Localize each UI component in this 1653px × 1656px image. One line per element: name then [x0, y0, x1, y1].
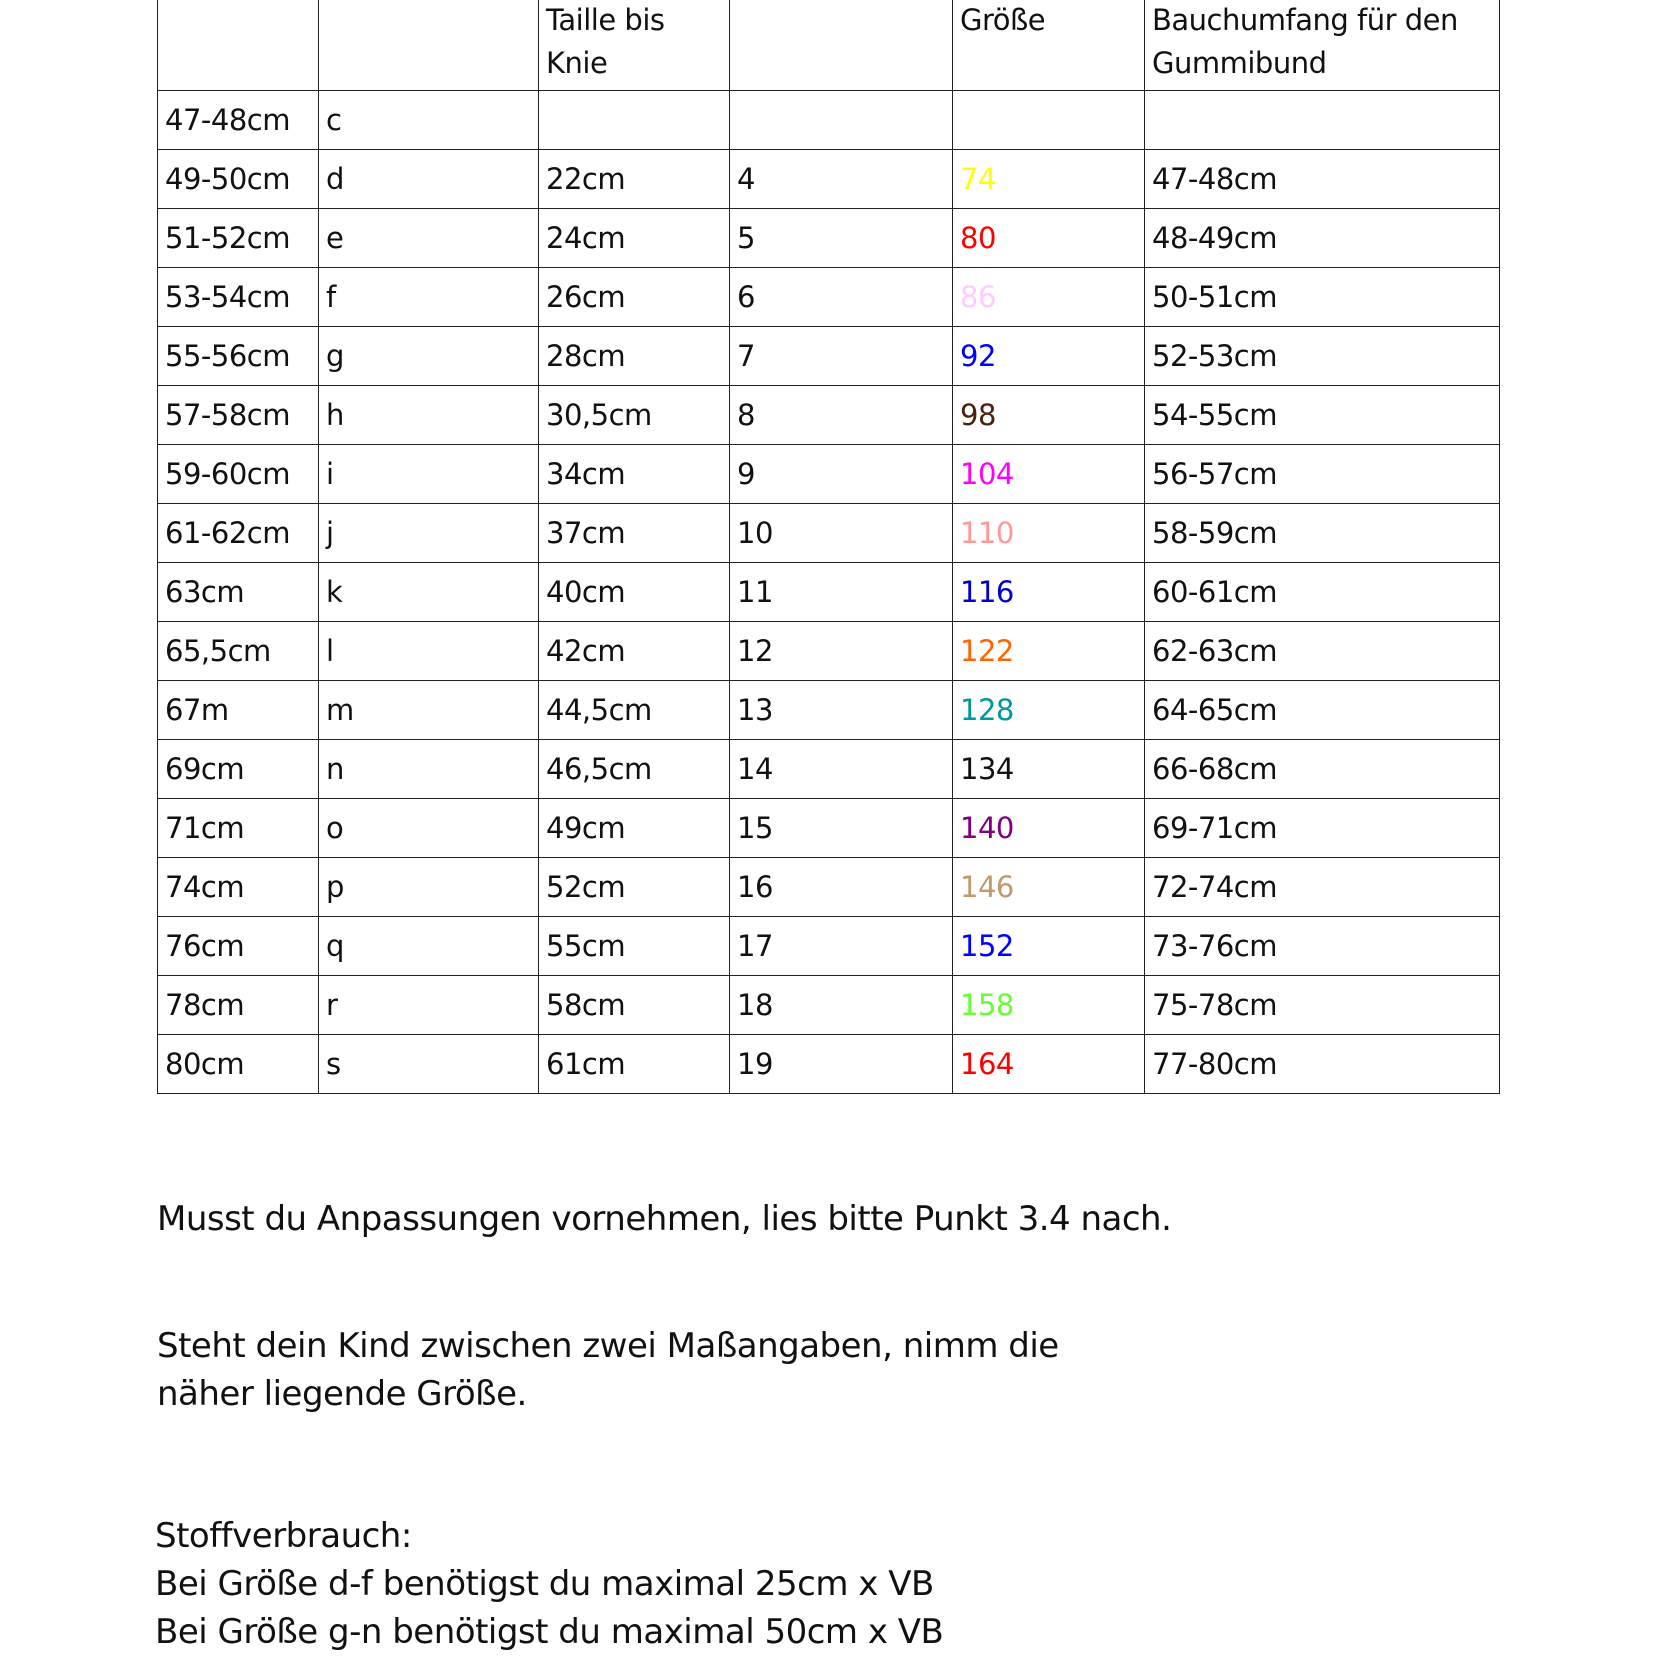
cell-number: 5 [730, 209, 953, 268]
table-row [158, 327, 1500, 386]
note-between-sizes [157, 1322, 1357, 1418]
cell-size: 86 [953, 268, 1145, 327]
cell-knee-length [539, 91, 730, 150]
cell-size: 104 [953, 445, 1145, 504]
table-row [158, 504, 1500, 563]
cell-size: 80 [953, 209, 1145, 268]
cell-size: 158 [953, 976, 1145, 1035]
note-between-line: näher liegende Größe. [157, 1374, 527, 1414]
cell-taille: 59-60cm [158, 445, 319, 504]
cell-letter: e [319, 209, 539, 268]
cell-taille: 71cm [158, 799, 319, 858]
cell-taille: 61-62cm [158, 504, 319, 563]
cell-belly: 73-76cm [1145, 917, 1500, 976]
fabric-line: Bei Größe d-f benötigst du maximal 25cm x VB [155, 1564, 934, 1604]
cell-number: 18 [730, 976, 953, 1035]
cell-number: 13 [730, 681, 953, 740]
cell-knee-length: 61cm [539, 1035, 730, 1094]
cell-letter: f [319, 268, 539, 327]
cell-knee-length: 28cm [539, 327, 730, 386]
cell-taille: 63cm [158, 563, 319, 622]
table-row [158, 858, 1500, 917]
cell-size: 128 [953, 681, 1145, 740]
cell-letter: l [319, 622, 539, 681]
size-table [157, 0, 1500, 1094]
cell-letter: i [319, 445, 539, 504]
fabric-title: Stoffverbrauch: [155, 1516, 412, 1556]
fabric-consumption [155, 1512, 1355, 1656]
cell-belly: 48-49cm [1145, 209, 1500, 268]
cell-number [730, 91, 953, 150]
cell-knee-length: 26cm [539, 268, 730, 327]
note-between-line: Steht dein Kind zwischen zwei Maßangaben, nimm die [157, 1326, 1059, 1366]
header-cell [158, 0, 319, 91]
cell-belly: 64-65cm [1145, 681, 1500, 740]
table-row [158, 740, 1500, 799]
cell-number: 17 [730, 917, 953, 976]
table-row [158, 268, 1500, 327]
cell-taille: 57-58cm [158, 386, 319, 445]
cell-size: 140 [953, 799, 1145, 858]
cell-taille: 74cm [158, 858, 319, 917]
cell-taille: 80cm [158, 1035, 319, 1094]
cell-belly [1145, 91, 1500, 150]
cell-knee-length: 34cm [539, 445, 730, 504]
cell-number: 10 [730, 504, 953, 563]
note-adjustments: Musst du Anpassungen vornehmen, lies bitte Punkt 3.4 nach. [157, 1199, 1172, 1239]
cell-belly: 52-53cm [1145, 327, 1500, 386]
cell-belly: 72-74cm [1145, 858, 1500, 917]
cell-letter: n [319, 740, 539, 799]
cell-knee-length: 55cm [539, 917, 730, 976]
header-cell-bauchumfang: Bauchumfang für den Gummibund [1145, 0, 1500, 91]
table-row [158, 799, 1500, 858]
fabric-line: Bei Größe g-n benötigst du maximal 50cm x VB [155, 1612, 944, 1652]
cell-belly: 77-80cm [1145, 1035, 1500, 1094]
cell-knee-length: 40cm [539, 563, 730, 622]
header-cell-groesse: Größe [953, 0, 1145, 91]
cell-number: 6 [730, 268, 953, 327]
cell-letter: k [319, 563, 539, 622]
cell-taille: 55-56cm [158, 327, 319, 386]
cell-knee-length: 52cm [539, 858, 730, 917]
table-row [158, 917, 1500, 976]
cell-knee-length: 44,5cm [539, 681, 730, 740]
cell-letter: r [319, 976, 539, 1035]
cell-letter: o [319, 799, 539, 858]
cell-taille: 49-50cm [158, 150, 319, 209]
cell-number: 19 [730, 1035, 953, 1094]
cell-belly: 50-51cm [1145, 268, 1500, 327]
cell-size: 92 [953, 327, 1145, 386]
table-row [158, 209, 1500, 268]
cell-knee-length: 30,5cm [539, 386, 730, 445]
cell-letter: g [319, 327, 539, 386]
table-row [158, 150, 1500, 209]
cell-number: 7 [730, 327, 953, 386]
cell-knee-length: 37cm [539, 504, 730, 563]
cell-knee-length: 24cm [539, 209, 730, 268]
cell-belly: 58-59cm [1145, 504, 1500, 563]
cell-taille: 51-52cm [158, 209, 319, 268]
table-header-row [158, 0, 1500, 91]
cell-number: 16 [730, 858, 953, 917]
cell-letter: j [319, 504, 539, 563]
cell-size: 74 [953, 150, 1145, 209]
cell-belly: 47-48cm [1145, 150, 1500, 209]
cell-belly: 60-61cm [1145, 563, 1500, 622]
cell-belly: 75-78cm [1145, 976, 1500, 1035]
cell-belly: 66-68cm [1145, 740, 1500, 799]
table-row [158, 1035, 1500, 1094]
table-row [158, 976, 1500, 1035]
cell-size: 98 [953, 386, 1145, 445]
cell-letter: d [319, 150, 539, 209]
cell-letter: h [319, 386, 539, 445]
cell-number: 14 [730, 740, 953, 799]
table-row [158, 91, 1500, 150]
cell-knee-length: 49cm [539, 799, 730, 858]
table-row [158, 445, 1500, 504]
cell-letter: s [319, 1035, 539, 1094]
cell-number: 4 [730, 150, 953, 209]
cell-number: 8 [730, 386, 953, 445]
cell-knee-length: 58cm [539, 976, 730, 1035]
table-row [158, 563, 1500, 622]
cell-taille: 67m [158, 681, 319, 740]
cell-size [953, 91, 1145, 150]
table-row [158, 386, 1500, 445]
cell-number: 9 [730, 445, 953, 504]
cell-belly: 54-55cm [1145, 386, 1500, 445]
cell-letter: m [319, 681, 539, 740]
cell-letter: c [319, 91, 539, 150]
cell-size: 164 [953, 1035, 1145, 1094]
cell-knee-length: 42cm [539, 622, 730, 681]
cell-taille: 47-48cm [158, 91, 319, 150]
cell-size: 116 [953, 563, 1145, 622]
header-cell [730, 0, 953, 91]
table-row [158, 622, 1500, 681]
cell-size: 134 [953, 740, 1145, 799]
cell-size: 146 [953, 858, 1145, 917]
cell-number: 11 [730, 563, 953, 622]
header-cell-taille-bis-knie: Taille bis Knie [539, 0, 730, 91]
cell-size: 152 [953, 917, 1145, 976]
cell-knee-length: 46,5cm [539, 740, 730, 799]
cell-letter: q [319, 917, 539, 976]
cell-letter: p [319, 858, 539, 917]
cell-taille: 78cm [158, 976, 319, 1035]
cell-knee-length: 22cm [539, 150, 730, 209]
cell-taille: 76cm [158, 917, 319, 976]
cell-size: 110 [953, 504, 1145, 563]
cell-number: 12 [730, 622, 953, 681]
cell-belly: 69-71cm [1145, 799, 1500, 858]
cell-taille: 53-54cm [158, 268, 319, 327]
header-cell [319, 0, 539, 91]
cell-belly: 56-57cm [1145, 445, 1500, 504]
cell-size: 122 [953, 622, 1145, 681]
cell-number: 15 [730, 799, 953, 858]
cell-taille: 65,5cm [158, 622, 319, 681]
cell-taille: 69cm [158, 740, 319, 799]
cell-belly: 62-63cm [1145, 622, 1500, 681]
table-row [158, 681, 1500, 740]
